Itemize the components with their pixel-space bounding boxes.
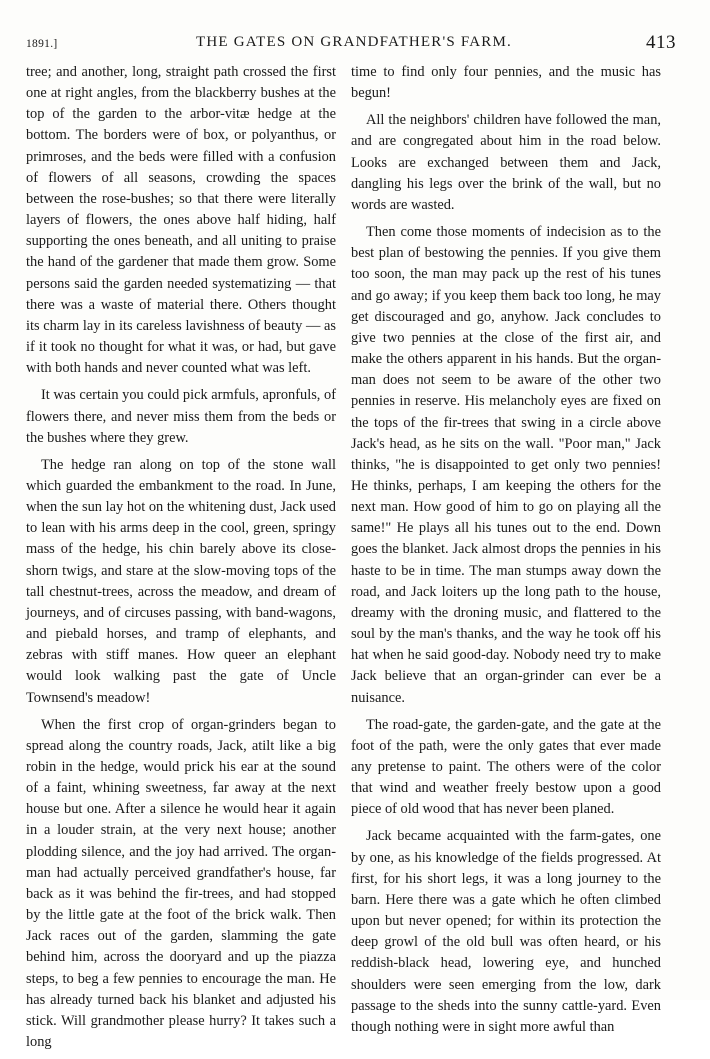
paragraph: Then come those moments of indecision as to the best plan of bestowing the pennies. If you give them too soon, the man may pack up the rest of his tunes and go away; if you keep them back too long, he may get discouraged and go, anyhow. Jack concludes to give two pennies at the close of the first air, and make the others apparent in his hands. But the organ-man does not seem to be aware of the other two pennies in reserve. His melancholy eyes are fixed on the tops of the fir-trees that swing in a circle above Jack's head, as he sits on the wall. "Poor man," Jack thinks, "he is disappointed to get only two pennies! He thinks, perhaps, I am keeping the others for the next man. How good of him to go on playing all the same!" He plays all his tunes out to the end. Down goes the blanket. Jack almost drops the pennies in his haste to be in time. The man stumps away down the road, and Jack loiters up the long path to the house, dreamy with the droning music, and flattered to the soul by the man's thanks, and the way he took off his hat when he said good-day. Nobody need try to make Jack believe that an organ-grinder can ever be a nuisance. — [351, 224, 661, 706]
running-head — [26, 32, 676, 54]
paragraph: Jack became acquainted with the farm-gates, one by one, as his knowledge of the fields progressed. At first, for his short legs, it was a long journey to the barn. Here there was a gate which he often climbed upon but never opened; for within its protection the deep growl of the old bull was often heard, or his reddish-black head, lowering eye, and hunched shoulders were seen emerging from the low, dark passage to the sheds into the sunny cattle-yard. Even though nothing were in sight more awful than — [351, 828, 661, 1035]
paragraph: All the neighbors' children have followed the man, and are congregated about him in the road below. Looks are exchanged between them and Jack, dangling his legs over the brink of the wall, but no words are wasted. — [351, 112, 661, 213]
right-column — [351, 62, 661, 1044]
left-column — [26, 62, 336, 1059]
article-title: THE GATES ON GRANDFATHER'S FARM. — [196, 34, 512, 50]
paragraph: tree; and another, long, straight path crossed the first one at right angles, from the blackberry bushes at the top of the garden to the arbor-vitæ hedge at the bottom. The borders were of box, or polyanthus, or primroses, and the beds were filled with a confusion of flowers of all seasons, crowding the spaces between the rose-bushes; so that there were literally layers of flowers, the ones above half hiding, half supporting the ones beneath, and all uniting to praise the hand of the gardener that made them grow. Some persons said the garden needed systematizing — that there was a waste of material there. Others thought its charm lay in its careless lavishness of beauty — as if it took no thought for what it was, or had, but gave with both hands and never counted what was left. — [26, 64, 336, 377]
paragraph: When the first crop of organ-grinders began to spread along the country roads, Jack, atilt like a big robin in the hedge, would prick his ear at the sound of a faint, whining sweetness, far away at the next house but one. After a silence he would hear it again in a louder strain, at the very next house; another plodding silence, and the joy had arrived. The organ-man had actually perceived grandfather's house, far back as it was behind the fir-trees, and had stopped by the little gate at the foot of the brick walk. Then Jack races out of the garden, slamming the gate behind him, across the dooryard and up the piazza steps, to beg a few pennies to encourage the man. He has already turned back his blanket and adjusted his stick. Will grandmother please hurry? It takes such a long — [26, 716, 336, 1051]
paragraph: time to find only four pennies, and the music has begun! — [351, 64, 661, 102]
issue-date: 1891.] — [26, 38, 58, 50]
page-number: 413 — [646, 32, 676, 53]
paragraph: It was certain you could pick armfuls, apronfuls, of flowers there, and never miss them from the beds or the bushes where they grew. — [26, 387, 336, 446]
paragraph: The road-gate, the garden-gate, and the gate at the foot of the path, were the only gates that ever made any pretense to paint. The others were of the color that wind and weather freely bestow upon a good piece of old wood that has never been planed. — [351, 716, 661, 818]
paragraph: The hedge ran along on top of the stone wall which guarded the embankment to the road. In June, when the sun lay hot on the whitening dust, Jack used to lean with his arms deep in the cool, green, springy mass of the hedge, his chin barely above its close-shorn twigs, and stare at the slow-moving tops of the tall chestnut-trees, across the meadow, and dream of journeys, and of circuses passing, with band-wagons, and piebald horses, and tramp of elephants, and zebras with stiff manes. How queer an elephant would look walking past the gate of Uncle Townsend's meadow! — [26, 456, 336, 706]
